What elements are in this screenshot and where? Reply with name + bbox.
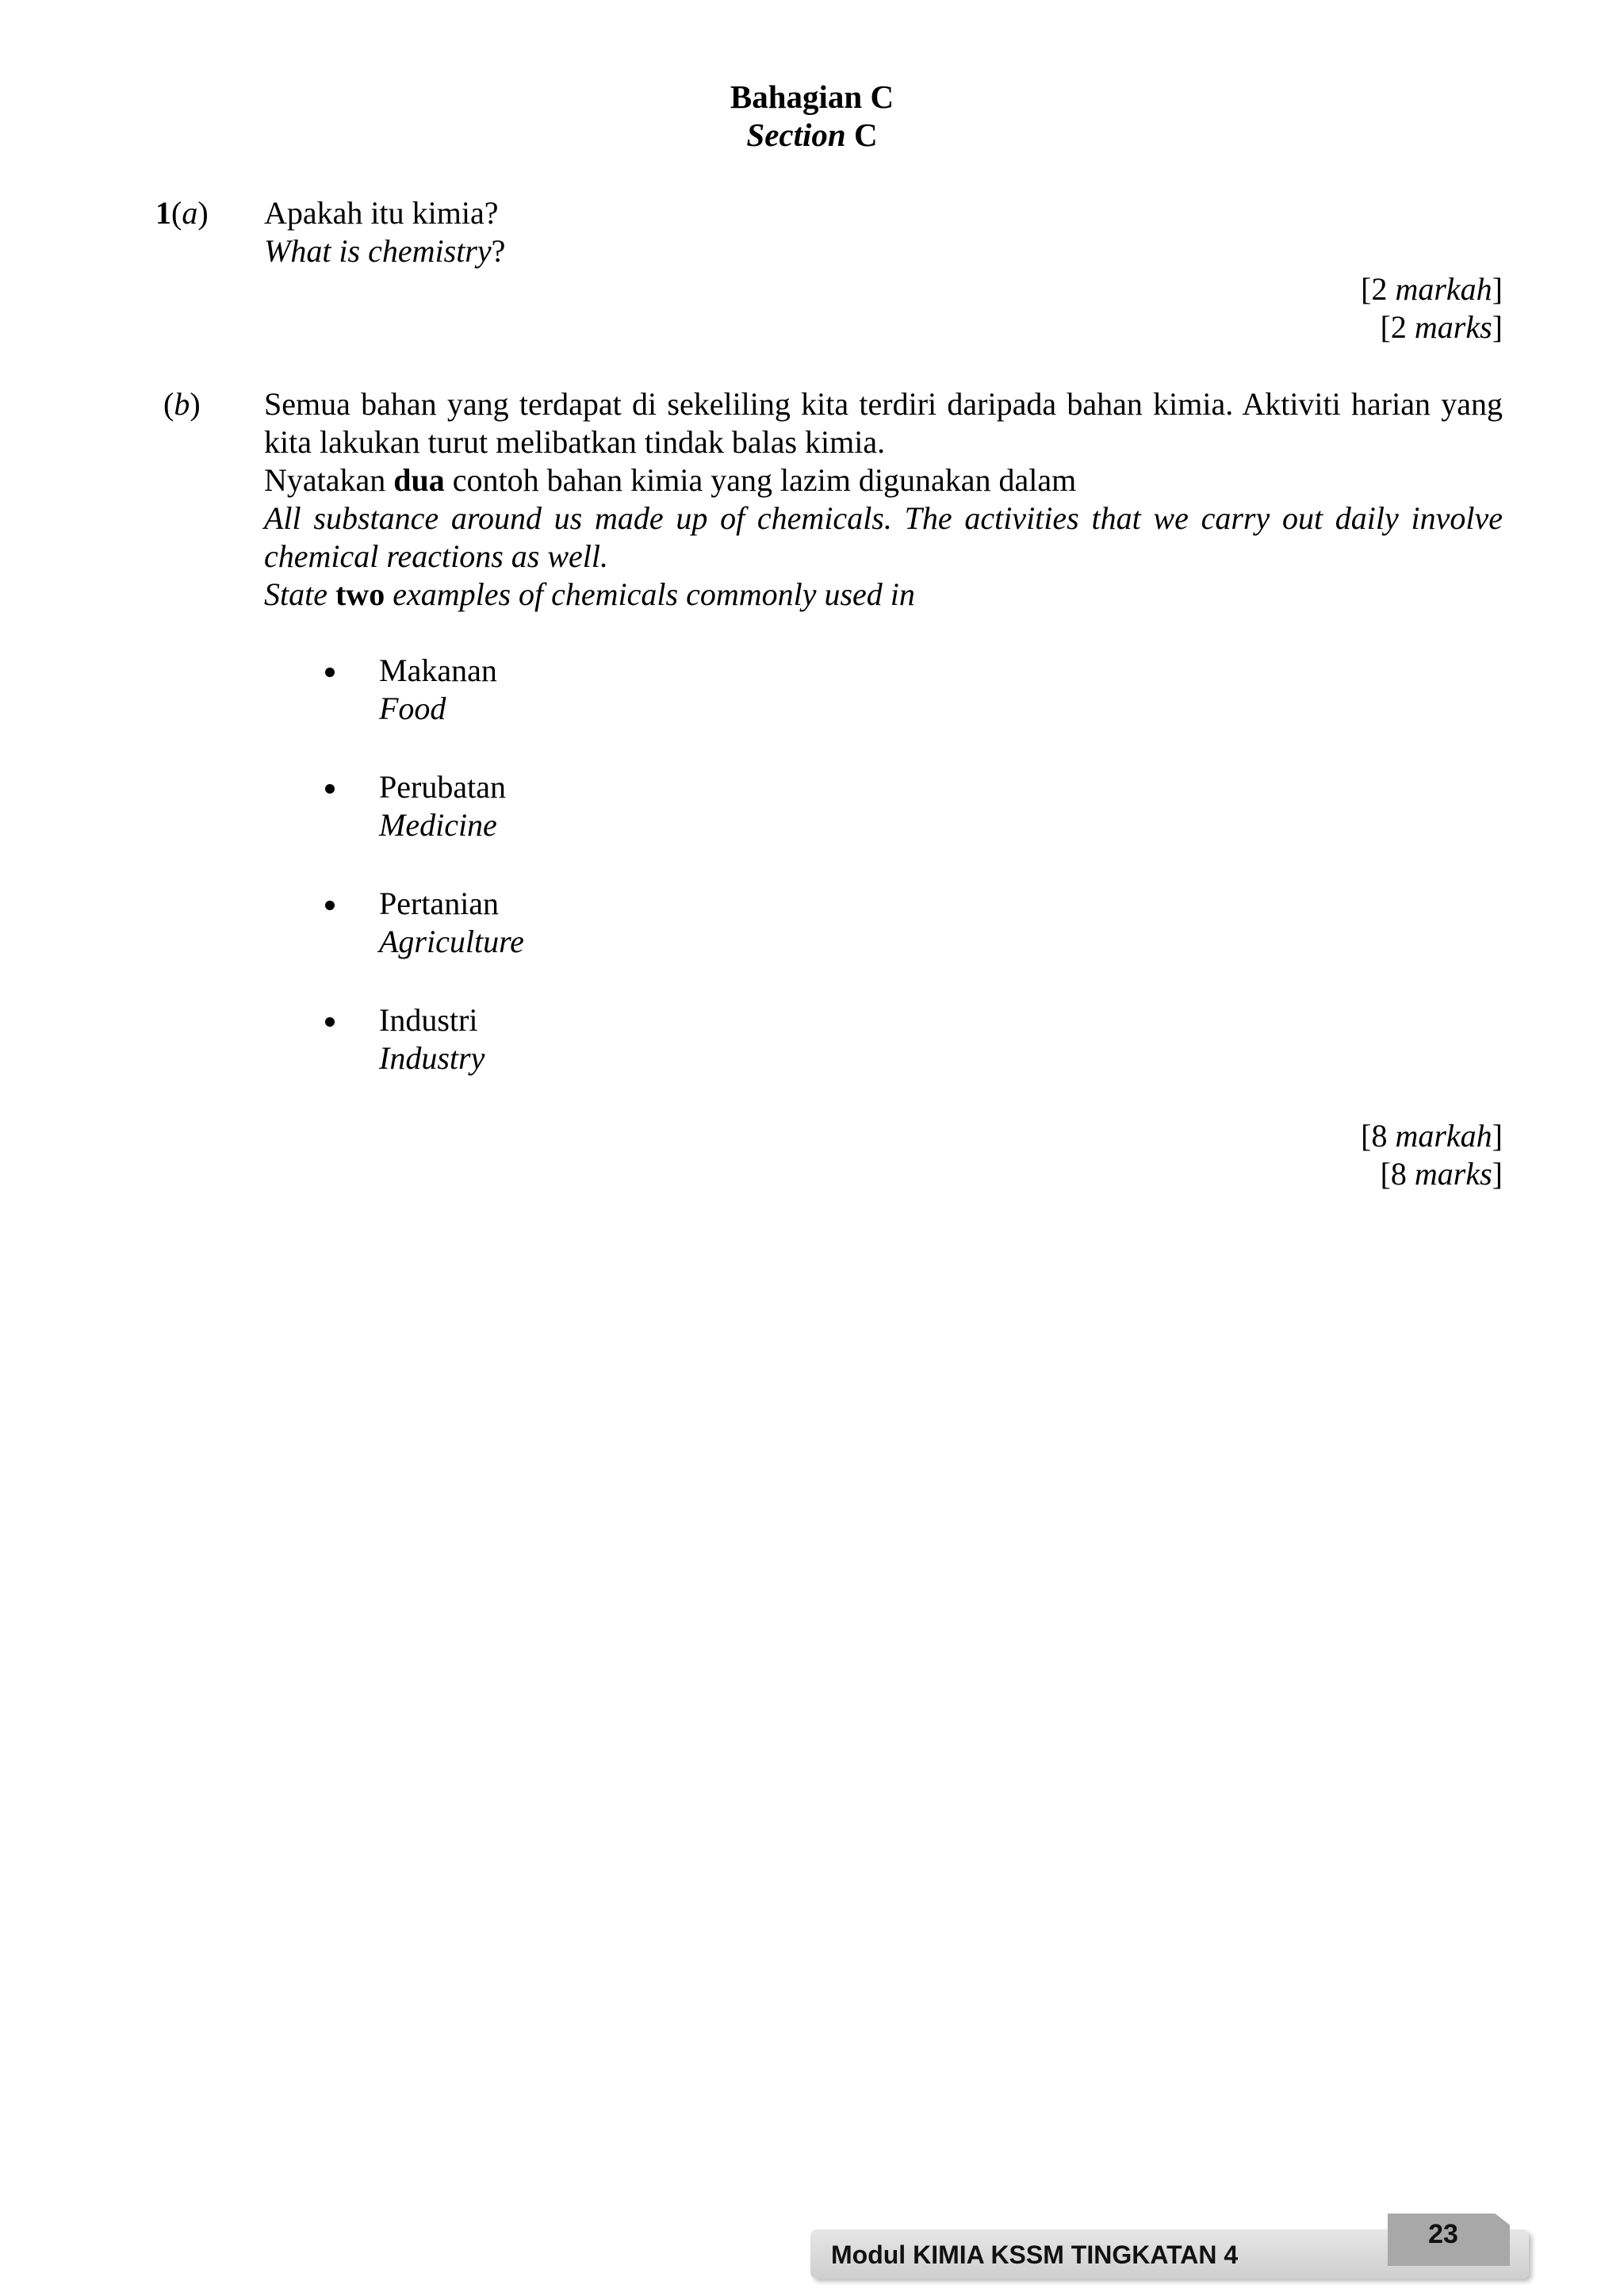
section-header xyxy=(0,78,1624,154)
marks-1b-ms: [8 markah] xyxy=(1361,1118,1503,1154)
question-1b-state-en: State two examples of chemicals commonly used in xyxy=(264,576,915,612)
bullet-icon xyxy=(325,784,335,794)
question-1b-state-ms: Nyatakan dua contoh bahan kimia yang lazim digunakan dalam xyxy=(264,462,1077,498)
question-1b-para-ms: Semua bahan yang terdapat di sekeliling kita terdiri daripada bahan kimia. Aktiviti harian yang kita lakukan turut melibatkan tindak balas kimia. xyxy=(264,386,1503,460)
question-1a-text xyxy=(264,194,1503,270)
marks-1a xyxy=(1361,270,1503,346)
question-1a-ms: Apakah itu kimia? xyxy=(264,195,499,231)
marks-1a-ms: [2 markah] xyxy=(1361,271,1503,307)
marks-1b-en: [8 marks] xyxy=(1380,1156,1503,1192)
marks-1a-en: [2 marks] xyxy=(1380,309,1503,345)
marks-1b xyxy=(1361,1117,1503,1193)
section-title-en xyxy=(0,116,1624,154)
bullet-icon xyxy=(325,901,335,910)
question-1a-en: What is chemistry? xyxy=(264,233,506,269)
section-title-en-word: Section xyxy=(746,117,846,153)
question-number-1a: 1(a) xyxy=(155,195,209,231)
bullet-icon xyxy=(325,668,335,677)
question-1b-text xyxy=(264,385,1503,614)
section-title-en-letter: C xyxy=(853,117,878,153)
bullet-icon xyxy=(325,1017,335,1027)
question-1b-para-en: All substance around us made up of chemicals. The activities that we carry out daily involve chemical reactions as well. xyxy=(264,500,1503,574)
footer-module-title: Modul KIMIA KSSM TINGKATAN 4 xyxy=(831,2241,1239,2269)
section-title-ms: Bahagian C xyxy=(730,78,894,115)
question-label-1b: (b) xyxy=(163,386,201,422)
page-number: 23 xyxy=(1428,2219,1458,2249)
exam-page: Bahagian C Section C 1(a) Apakah itu kimia? What is chemistry? [2 markah] [2 marks] (b) Semua bahan yang terdapat di sekeliling kita terdiri daripada bahan kimia. Aktiviti harian yang kita lakukan turut melibatkan tindak balas kimia. Nyatakan dua contoh bahan kimia yang lazim digunakan dalam All substance around us made up of chemicals. The activities that we carry out daily involve chemical reactions as well. State two examples of chemicals commonly used in Makanan Food Perubatan Medicine Pertanian Agriculture Industri Industry [8 markah] [8 marks] 23 Modul KIMIA KSSM TINGKATAN 4 xyxy=(0,0,1624,2296)
